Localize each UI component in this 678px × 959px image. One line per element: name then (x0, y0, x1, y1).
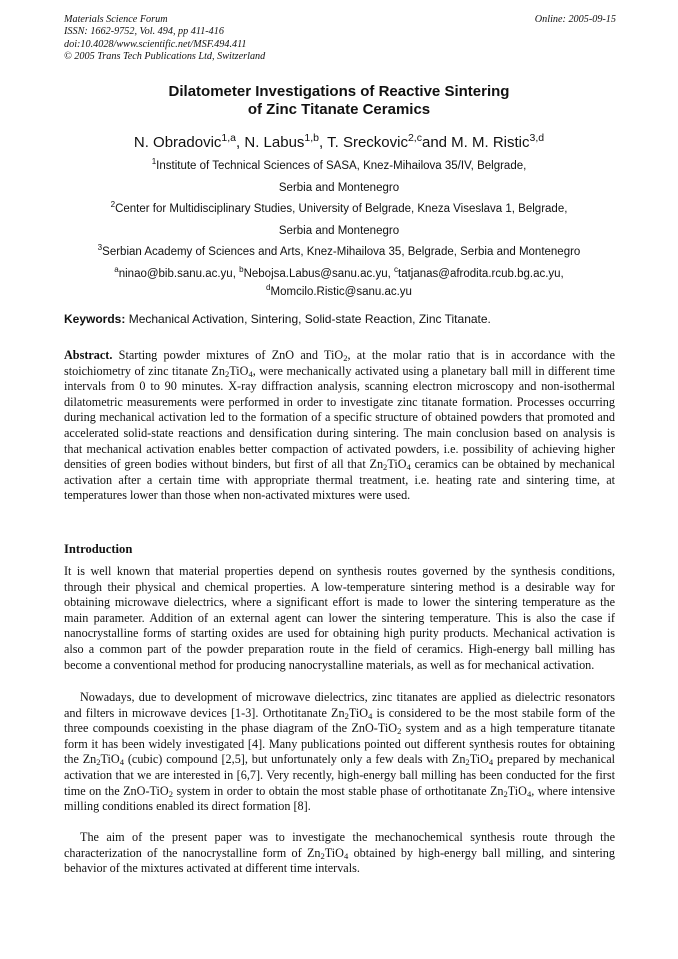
affiliation-country: Serbia and Montenegro (278, 181, 400, 194)
author-name: N. Labus (244, 134, 305, 151)
affiliation-2 (0, 198, 678, 238)
abstract-text: Starting powder mixtures of ZnO and TiO (112, 348, 344, 362)
email-mark: b (239, 265, 244, 274)
subscript: 4 (344, 850, 349, 861)
paragraph-text: (cubic) compound [2,5], but unfortunately only a few deals with Zn (124, 752, 466, 767)
paragraph-text: system and as a high temperature titanate form it has been widely investigated [4]. Many publications pointed out different synthesis routes for obtaining the Zn (64, 721, 615, 767)
email-link[interactable]: ninao@bib.sanu.ac.yu, (118, 267, 240, 280)
affiliation-text: Serbian Academy of Sciences and Arts, Knez-Mihailova 35, Belgrade, Serbia and Montenegro (102, 245, 581, 258)
subscript: 2 (343, 353, 348, 364)
email-mark: d (266, 282, 271, 292)
author-separator: , (319, 134, 328, 151)
email-mark: a (114, 265, 119, 274)
paragraph-text: prepared by mechanical activation that we are interested in [6,7]. Very recently, high-energy ball milling has been conducted for the first time on the ZnO-TiO (64, 752, 615, 798)
subscript: 4 (488, 757, 494, 768)
affiliation-text: Institute of Technical Sciences of SASA, Knez-Mihailova 35/IV, Belgrade, (156, 159, 527, 172)
email-link[interactable]: Nebojsa.Labus@sanu.ac.yu, (243, 267, 394, 280)
subscript: 4 (406, 462, 411, 473)
author-affiliation-mark: 3,d (529, 132, 545, 144)
keywords-label: Keywords: (64, 312, 126, 326)
paragraph-text: system in order to obtain the most stable phase of orthotitanate Zn (172, 783, 504, 798)
author-affiliation-mark: 1,b (304, 132, 320, 144)
journal-header (64, 14, 616, 64)
abstract-label: Abstract. (64, 348, 113, 362)
subscript: 2 (503, 788, 508, 799)
affiliation-mark: 1 (151, 157, 157, 166)
affiliation-1 (0, 155, 678, 195)
abstract-text: , were mechanically activated using a planetary ball mill in different time intervals from 0 to 90 minutes. X-ray diffraction analysis, scanning electron microscopy and non-isothermal dilatometric measurements were performed in order to investigate zinc titanate formation. Processes occurring during mechanical activation led to the formation of a specific structure of obtained powders that promoted and accelerated solid-state reactions and densification during sintering. The main conclusion based on analysis is that mechanical activation enables better compaction of activated powders, i.e. possibility of achieving higher densities of green bodies without binders, but first of all that Zn (64, 363, 616, 472)
subscript: 2 (465, 757, 470, 768)
paragraph-text: TiO (469, 752, 489, 767)
intro-paragraph-3 (64, 830, 615, 877)
author-affiliation-mark: 1,a (221, 132, 237, 144)
paragraph-text: TiO (324, 845, 344, 860)
author-affiliation-mark: 2,c (407, 132, 422, 144)
paper-title (0, 83, 678, 119)
abstract-text: , at the molar ratio that is in accordance with the stoichiometry of zinc titanate Zn (64, 348, 615, 378)
paragraph-text: TiO (507, 783, 527, 798)
author-separator: , (236, 134, 245, 151)
email-link[interactable]: Momcilo.Ristic@sanu.ac.yu (270, 285, 412, 298)
affiliation-mark: 2 (110, 200, 116, 209)
paragraph-text: TiO (100, 752, 120, 767)
affiliation-text: Center for Multidisciplinary Studies, University of Belgrade, Kneza Viseslava 1, Belgrade, (115, 202, 568, 215)
email-link[interactable]: tatjanas@afrodita.rcub.bg.ac.yu, (398, 267, 564, 280)
journal-copyright: © 2005 Trans Tech Publications Ltd, Switzerland (64, 51, 266, 63)
abstract (64, 348, 615, 504)
author-emails (0, 263, 678, 299)
keywords-text: Mechanical Activation, Sintering, Solid-state Reaction, Zinc Titanate. (125, 312, 491, 326)
paragraph-text: , where intensive milling conditions enabled its direct formation [8]. (64, 783, 615, 814)
subscript: 2 (344, 710, 349, 721)
keywords (64, 312, 491, 326)
subscript: 4 (527, 788, 532, 799)
abstract-text: TiO (229, 363, 249, 378)
author-name: T. Sreckovic (327, 134, 408, 151)
author-name: N. Obradovic (133, 134, 222, 151)
paper-title-line-2: of Zinc Titanate Ceramics (247, 101, 431, 118)
email-mark: c (393, 265, 399, 274)
abstract-text: ceramics can be obtained by mechanical activation after a certain time with appropriate thermal treatment, i.e. heating rate and sintering time, at temperatures lower than those when non-activated mixtures were used. (64, 457, 615, 503)
subscript: 4 (368, 710, 373, 721)
intro-paragraph-2 (64, 690, 615, 815)
subscript: 2 (168, 788, 173, 799)
abstract-text: TiO (387, 457, 407, 472)
subscript: 2 (320, 850, 325, 861)
affiliation-mark: 3 (97, 243, 103, 252)
intro-paragraph-1: It is well known that material properties depend on synthesis routes governed by the synthesis conditions, through their physical and chemical properties. A low-temperature sintering method is a desirable way for obtaining microwave dielectrics, where a significant effort is made to lower the sintering temperature as the main parameter. Addition of an external agent can lower the sintering temperature. This is also the case if nanocrystalline forms of starting oxides are used for obtaining high purity products. Mechanical activation is also a common part of the powder preparation route in the field of ceramics. High-energy ball milling has become a conventional method for producing nanocrystalline materials, as well as for mechanical activation. (64, 564, 615, 672)
author-list (0, 129, 678, 152)
author-name: and M. M. Ristic (421, 134, 530, 151)
affiliation-country: Serbia and Montenegro (278, 224, 400, 237)
journal-doi: doi:10.4028/www.scientific.net/MSF.494.411 (64, 38, 247, 50)
subscript: 2 (397, 726, 402, 737)
subscript: 2 (383, 462, 388, 473)
paragraph-text: obtained by high-energy ball milling, and sintering behavior of the mixtures activated at different time intervals. (64, 845, 615, 876)
section-heading-introduction: Introduction (64, 542, 133, 556)
paragraph-text: is considered to be the most stabile form of the three compounds coexisting in the phase diagram of the ZnO-TiO (64, 705, 615, 736)
journal-name: Materials Science Forum (64, 14, 168, 25)
online-date: Online: 2005-09-15 (534, 14, 616, 25)
subscript: 2 (96, 757, 101, 768)
paragraph-text: Nowadays, due to development of microwave dielectrics, zinc titanates are applied as dielectric resonators and filters in microwave devices [1-3]. Orthotitanate Zn (64, 690, 615, 720)
journal-issn: ISSN: 1662-9752, Vol. 494, pp 411-416 (64, 26, 224, 38)
paragraph-text: The aim of the present paper was to investigate the mechanochemical synthesis route through the characterization of the nanocrystalline form of Zn (64, 830, 615, 860)
subscript: 2 (224, 368, 230, 379)
paper-title-line-1: Dilatometer Investigations of Reactive Sintering (168, 83, 510, 100)
subscript: 4 (119, 757, 125, 768)
affiliation-3 (0, 241, 678, 259)
subscript: 4 (248, 368, 253, 379)
paragraph-text: TiO (348, 705, 369, 720)
